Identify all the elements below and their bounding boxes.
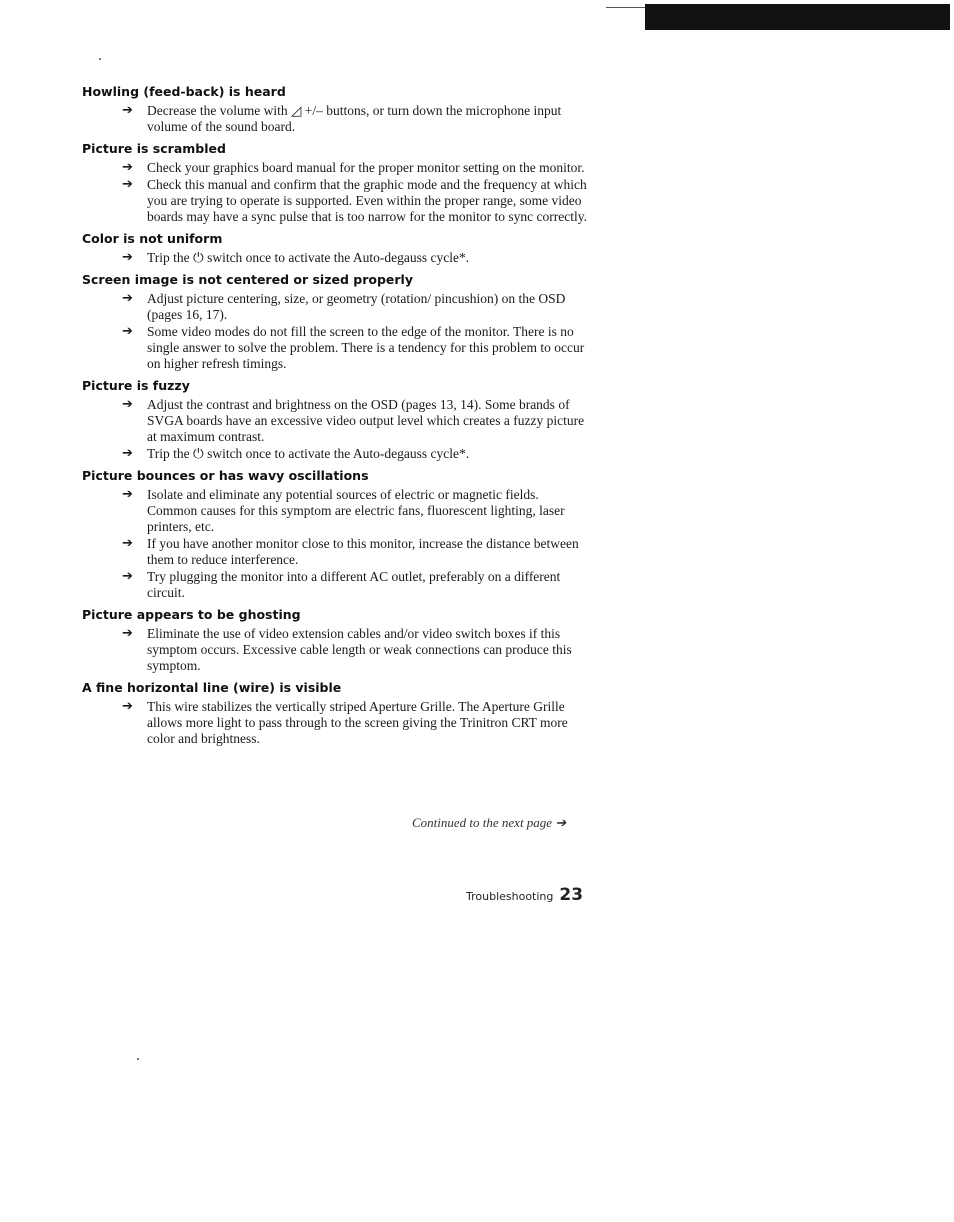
section-heading: A fine horizontal line (wire) is visible	[82, 680, 342, 695]
arrow-icon: ➔	[122, 250, 133, 265]
header-rule	[606, 7, 646, 8]
remedy-item	[82, 536, 592, 568]
section-heading: Picture is fuzzy	[82, 378, 190, 393]
arrow-icon: ➔	[122, 446, 133, 461]
scan-speck	[99, 58, 101, 60]
arrow-icon: ➔	[122, 103, 133, 118]
page-number: 23	[559, 885, 584, 905]
remedy-text: Trip the ⏻ switch once to activate the Auto-degauss cycle*.	[147, 250, 470, 265]
remedy-text: Isolate and eliminate any potential sources of electric or magnetic fields. Common causes for this symptom are electric fans, fluorescent lighting, laser printers, etc.	[147, 487, 565, 534]
remedy-item	[82, 291, 592, 323]
section-heading: Picture bounces or has wavy oscillations	[82, 468, 369, 483]
arrow-icon: ➔	[122, 160, 133, 175]
remedy-item	[82, 397, 592, 445]
remedy-text: Decrease the volume with ◿ +/– buttons, or turn down the microphone input volume of the sound board.	[147, 103, 562, 134]
remedy-text: If you have another monitor close to this monitor, increase the distance between them to reduce interference.	[147, 536, 579, 567]
remedy-text: Check your graphics board manual for the proper monitor setting on the monitor.	[147, 160, 585, 175]
remedy-text: This wire stabilizes the vertically striped Aperture Grille. The Aperture Grille allows more light to pass through to the screen giving the Trinitron CRT more color and brightness.	[147, 699, 568, 746]
arrow-icon: ➔	[122, 291, 133, 306]
section-heading: Picture appears to be ghosting	[82, 607, 301, 622]
remedy-text: Trip the ⏻ switch once to activate the Auto-degauss cycle*.	[147, 446, 470, 461]
arrow-icon: ➔	[122, 487, 133, 502]
section-heading: Color is not uniform	[82, 231, 223, 246]
remedy-item	[82, 626, 592, 674]
arrow-icon: ➔	[122, 699, 133, 714]
section-heading: Screen image is not centered or sized properly	[82, 272, 413, 287]
arrow-icon: ➔	[122, 177, 133, 192]
troubleshooting-content	[82, 84, 592, 753]
arrow-icon: ➔	[122, 397, 133, 412]
header-bar	[645, 4, 950, 30]
remedy-text: Try plugging the monitor into a different AC outlet, preferably on a different circuit.	[147, 569, 561, 600]
scan-speck	[137, 1058, 139, 1060]
arrow-icon: ➔	[122, 536, 133, 551]
remedy-item	[82, 160, 592, 176]
remedy-item	[82, 250, 592, 266]
remedy-item	[82, 569, 592, 601]
trouble-section	[82, 272, 592, 378]
trouble-section	[82, 231, 592, 272]
remedy-item	[82, 699, 592, 747]
footer-section-name: Troubleshooting	[466, 890, 554, 903]
remedy-text: Some video modes do not fill the screen to the edge of the monitor. There is no single answer to solve the problem. There is a tendency for this problem to occur on higher refresh timings.	[147, 324, 585, 371]
section-heading: Howling (feed-back) is heard	[82, 84, 286, 99]
trouble-section	[82, 141, 592, 231]
remedy-text: Adjust the contrast and brightness on the OSD (pages 13, 14). Some brands of SVGA boards have an excessive video output level which creates a fuzzy picture at maximum contrast.	[147, 397, 585, 444]
remedy-text: Check this manual and confirm that the graphic mode and the frequency at which you are trying to operate is supported. Even within the proper range, some video boards may have a sync pulse that is too narrow for the monitor to sync correctly.	[147, 177, 588, 224]
remedy-item	[82, 324, 592, 372]
arrow-icon: ➔	[122, 626, 133, 641]
trouble-section	[82, 378, 592, 468]
remedy-item	[82, 487, 592, 535]
trouble-section	[82, 468, 592, 607]
arrow-icon: ➔	[122, 324, 133, 339]
arrow-icon: ➔	[122, 569, 133, 584]
section-heading: Picture is scrambled	[82, 141, 226, 156]
continued-note: Continued to the next page ➔	[412, 815, 567, 830]
trouble-section	[82, 84, 592, 141]
page-footer	[466, 885, 583, 905]
trouble-section	[82, 680, 592, 753]
trouble-section	[82, 607, 592, 680]
remedy-text: Adjust picture centering, size, or geometry (rotation/ pincushion) on the OSD (pages 16, 17).	[147, 291, 566, 322]
remedy-item	[82, 446, 592, 462]
remedy-text: Eliminate the use of video extension cables and/or video switch boxes if this symptom occurs. Excessive cable length or weak connections can produce this symptom.	[147, 626, 572, 673]
remedy-item	[82, 103, 592, 135]
remedy-item	[82, 177, 592, 225]
